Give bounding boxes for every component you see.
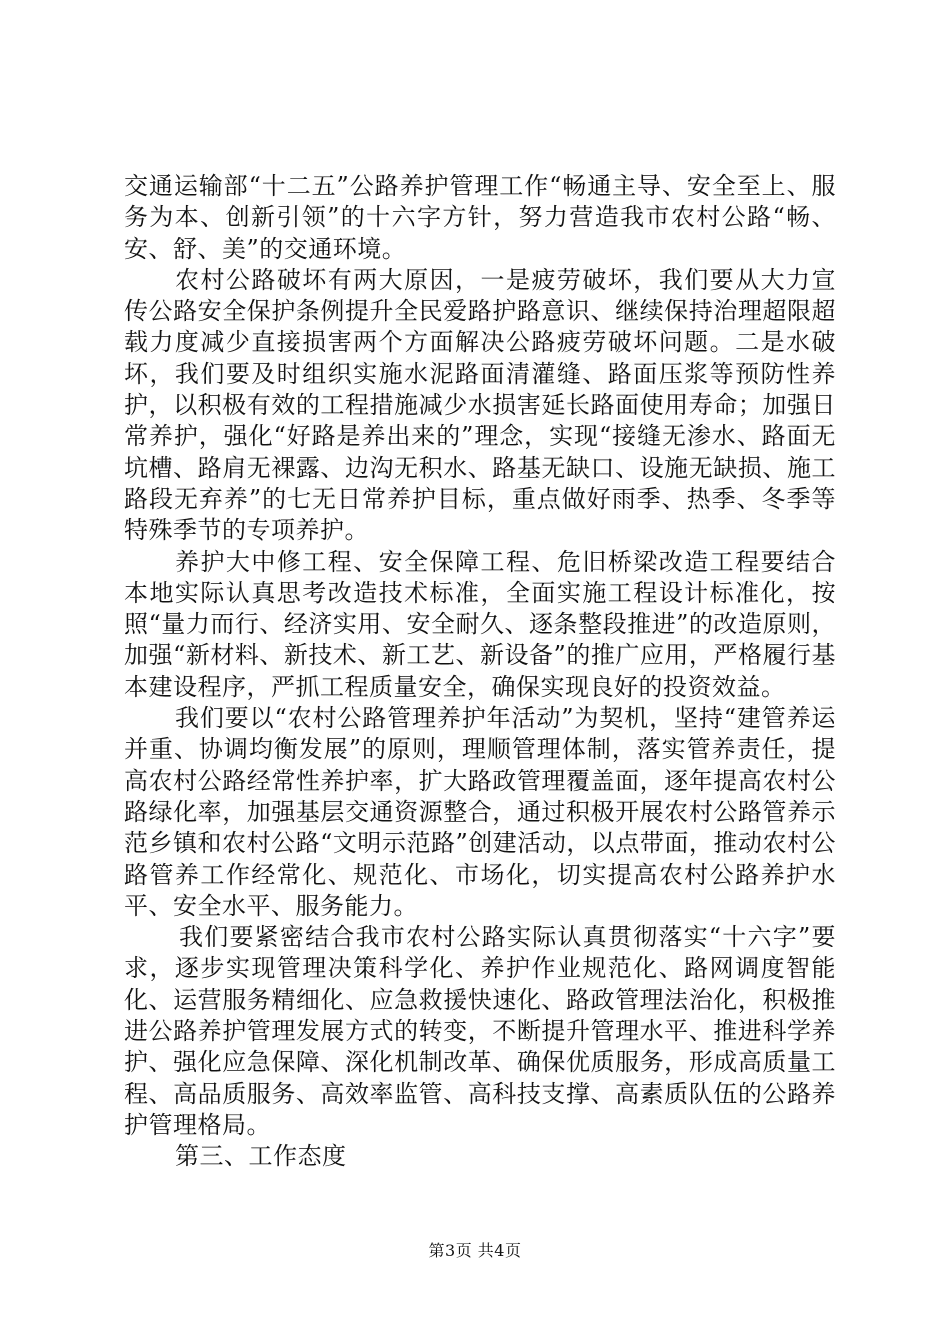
- paragraph-2: 农村公路破坏有两大原因，一是疲劳破坏，我们要从大力宣传公路安全保护条例提升全民爱路护路意识、继续保持治理超限超载力度减少直接损害两个方面解决公路疲劳破坏问题。二是水破坏，我们要及时组织实施水泥路面清灌缝、路面压浆等预防性养护，以积极有效的工程措施减少水损害延长路面使用寿命；加强日常养护，强化“好路是养出来的”理念，实现“接缝无渗水、路面无坑槽、路肩无裸露、边沟无积水、路基无缺口、设施无缺损、施工路段无弃养”的七无日常养护目标，重点做好雨季、热季、冬季等特殊季节的专项养护。: [124, 265, 836, 545]
- paragraph-4: 我们要以“农村公路管理养护年活动”为契机，坚持“建管养运并重、协调均衡发展”的原则，理顺管理体制，落实管养责任，提高农村公路经常性养护率，扩大路政管理覆盖面，逐年提高农村公路绿化率，加强基层交通资源整合，通过积极开展农村公路管养示范乡镇和农村公路“文明示范路”创建活动，以点带面，推动农村公路管养工作经常化、规范化、市场化，切实提高农村公路养护水平、安全水平、服务能力。: [124, 704, 836, 920]
- section-heading: 第三、工作态度: [175, 1142, 347, 1171]
- page-footer: 第3页 共4页: [428, 1241, 522, 1260]
- paragraph-5: 我们要紧密结合我市农村公路实际认真贯彻落实“十六字”要求，逐步实现管理决策科学化、养护作业规范化、路网调度智能化、运营服务精细化、应急救援快速化、路政管理法治化，积极推进公路养护管理发展方式的转变，不断提升管理水平、推进科学养护、强化应急保障、深化机制改革、确保优质服务，形成高质量工程、高品质服务、高效率监管、高科技支撑、高素质队伍的公路养护管理格局。: [124, 923, 836, 1139]
- document-body: [124, 171, 836, 1173]
- paragraph-3: 养护大中修工程、安全保障工程、危旧桥梁改造工程要结合本地实际认真思考改造技术标准，全面实施工程设计标准化，按照“量力而行、经济实用、安全耐久、逐条整段推进”的改造原则，加强“新材料、新技术、新工艺、新设备”的推广应用，严格履行基本建设程序，严抓工程质量安全，确保实现良好的投资效益。: [124, 547, 836, 701]
- paragraph-1: 交通运输部“十二五”公路养护管理工作“畅通主导、安全至上、服务为本、创新引领”的十六字方针，努力营造我市农村公路“畅、安、舒、美”的交通环境。: [124, 172, 836, 263]
